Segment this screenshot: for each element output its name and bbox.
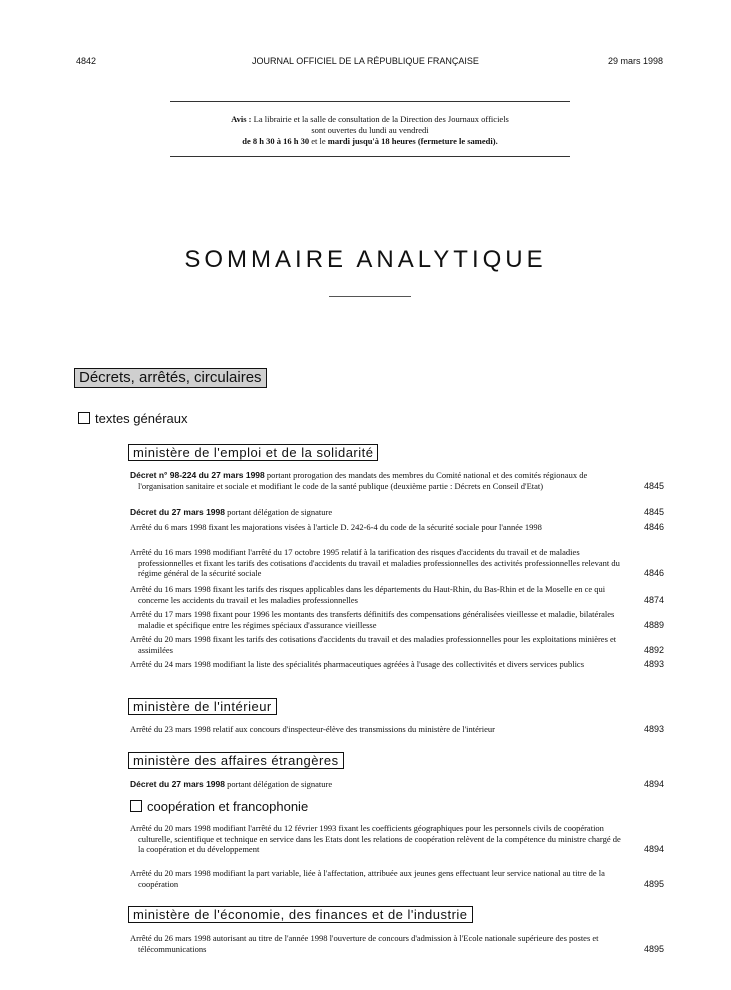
entry-text [130,609,622,630]
entry-text [130,507,622,518]
entry-description: Arrêté du 24 mars 1998 modifiant la liste des spécialités pharmaceutiques agréées à l'usage des collectivités et divers services publics [130,659,585,669]
entry-text [130,470,622,491]
entry-page-number: 4874 [643,594,664,605]
summary-entry [130,659,664,670]
summary-entry [130,547,664,579]
summary-entry [130,522,664,533]
summary-entry [130,868,664,889]
subheading-label: coopération et francophonie [147,799,309,814]
entry-description: Arrêté du 6 mars 1998 fixant les majorations visées à l'article D. 242-6-4 du code de la sécurité sociale pour l'année 1998 [130,522,542,532]
entry-text [130,779,622,790]
summary-entry [130,933,664,954]
page-number: 4842 [76,56,97,66]
summary-entry [130,507,664,518]
notice-box [170,101,570,157]
journal-title: JOURNAL OFFICIEL DE LA RÉPUBLIQUE FRANÇAISE [252,56,479,66]
entry-text [130,547,622,579]
entry-text [130,823,622,855]
page-title: SOMMAIRE ANALYTIQUE [184,246,547,273]
entry-page-number: 4894 [643,779,664,789]
entry-description: Arrêté du 20 mars 1998 fixant les tarifs des cotisations d'accidents du travail et des maladies professionnelles pour les exploitations minières et assimilées [130,634,617,655]
entry-page-number: 4845 [643,507,664,517]
summary-entry [130,724,664,735]
entry-decree-title: Décret n° 98-224 du 27 mars 1998 [130,470,265,480]
summary-entry [130,584,664,605]
checkbox-square-icon [78,412,90,424]
ministry-heading: ministère de l'intérieur [128,698,277,715]
entry-page-number: 4846 [643,568,664,578]
notice-line-2: sont ouvertes du lundi au vendredi [311,125,429,135]
entry-description: Arrêté du 23 mars 1998 relatif aux concours d'inspecteur-élève des transmissions du ministère de l'intérieur [130,724,495,734]
entry-description: portant délégation de signature [224,779,333,789]
entry-text [130,634,622,655]
notice-label: Avis : [231,114,252,124]
entry-page-number: 4893 [643,724,664,734]
subheading-cooperation [130,799,308,814]
summary-entry [130,823,664,855]
entry-text [130,522,622,533]
entry-description: Arrêté du 17 mars 1998 fixant pour 1996 les montants des transferts définitifs des compensations généralisées vieillesse et maladie, bilatérales maladie et spécifique entre les régimes spéciaux d'assurance vieillesse [130,609,615,630]
summary-entry [130,470,664,491]
entry-text [130,933,622,954]
entry-page-number: 4892 [643,644,664,655]
entry-description: Arrêté du 20 mars 1998 modifiant l'arrêté du 12 février 1993 fixant les coefficients géographiques pour les personnels civils de coopération culturelle, scientifique et technique en service dans les Etats dont les relations de coopération relèvent de la compétence du ministre chargé de la coopération et du développement [130,823,621,854]
notice-line-1: La librairie et la salle de consultation de la Direction des Journaux officiels [253,114,509,124]
notice-tuesday: mardi jusqu'à 18 heures (fermeture le samedi). [327,136,498,146]
entry-description: portant délégation de signature [224,507,333,517]
entry-page-number: 4846 [643,522,664,532]
entry-decree-title: Décret du 27 mars 1998 [130,779,225,789]
checkbox-square-icon [130,800,142,812]
title-divider [329,296,411,297]
ministry-heading: ministère des affaires étrangères [128,752,344,769]
subsection-label: textes généraux [95,411,188,426]
entry-description: Arrêté du 26 mars 1998 autorisant au titre de l'année 1998 l'ouverture de concours d'admission à l'Ecole nationale supérieure des postes et télécommunications [130,933,599,954]
issue-date: 29 mars 1998 [607,56,663,66]
entry-text [130,724,622,735]
notice-hours: de 8 h 30 à 16 h 30 [242,136,310,146]
entry-page-number: 4895 [643,943,664,954]
ministry-heading: ministère de l'emploi et de la solidarité [128,444,378,461]
entry-text [130,868,622,889]
summary-entry [130,634,664,655]
summary-entry [130,779,664,790]
ministry-heading: ministère de l'économie, des finances et de l'industrie [128,906,473,923]
entry-text [130,659,622,670]
entry-description: portant prorogation des mandats des membres du Comité national et des comités régionaux de l'organisation sanitaire et sociale et modifiant le code de la santé publique (deuxième partie : Décrets en Conseil d'Etat) [138,470,588,491]
entry-description: Arrêté du 16 mars 1998 fixant les tarifs des risques applicables dans les départements du Haut-Rhin, du Bas-Rhin et de la Moselle en ce qui concerne les accidents du travail et les maladies professionnelles [130,584,606,605]
summary-entry [130,609,664,630]
entry-description: Arrêté du 16 mars 1998 modifiant l'arrêté du 17 octobre 1995 relatif à la tarification des risques d'accidents du travail et de maladies professionnelles et fixant les tarifs des cotisations d'accidents du travail et maladies professionnelles des activités professionnelles relevant du régime général de la sécurité sociale [130,547,620,578]
entry-text [130,584,622,605]
section-heading: Décrets, arrêtés, circulaires [74,368,267,388]
entry-decree-title: Décret du 27 mars 1998 [130,507,225,517]
entry-page-number: 4893 [643,659,664,669]
entry-page-number: 4889 [643,619,664,630]
notice-connector: et le [311,136,326,146]
subsection-heading [78,411,188,426]
entry-page-number: 4895 [643,878,664,889]
entry-page-number: 4894 [643,844,664,854]
entry-page-number: 4845 [643,480,664,491]
entry-description: Arrêté du 20 mars 1998 modifiant la part variable, liée à l'affectation, attribuée aux jeunes gens effectuant leur service national au titre de la coopération [130,868,605,889]
